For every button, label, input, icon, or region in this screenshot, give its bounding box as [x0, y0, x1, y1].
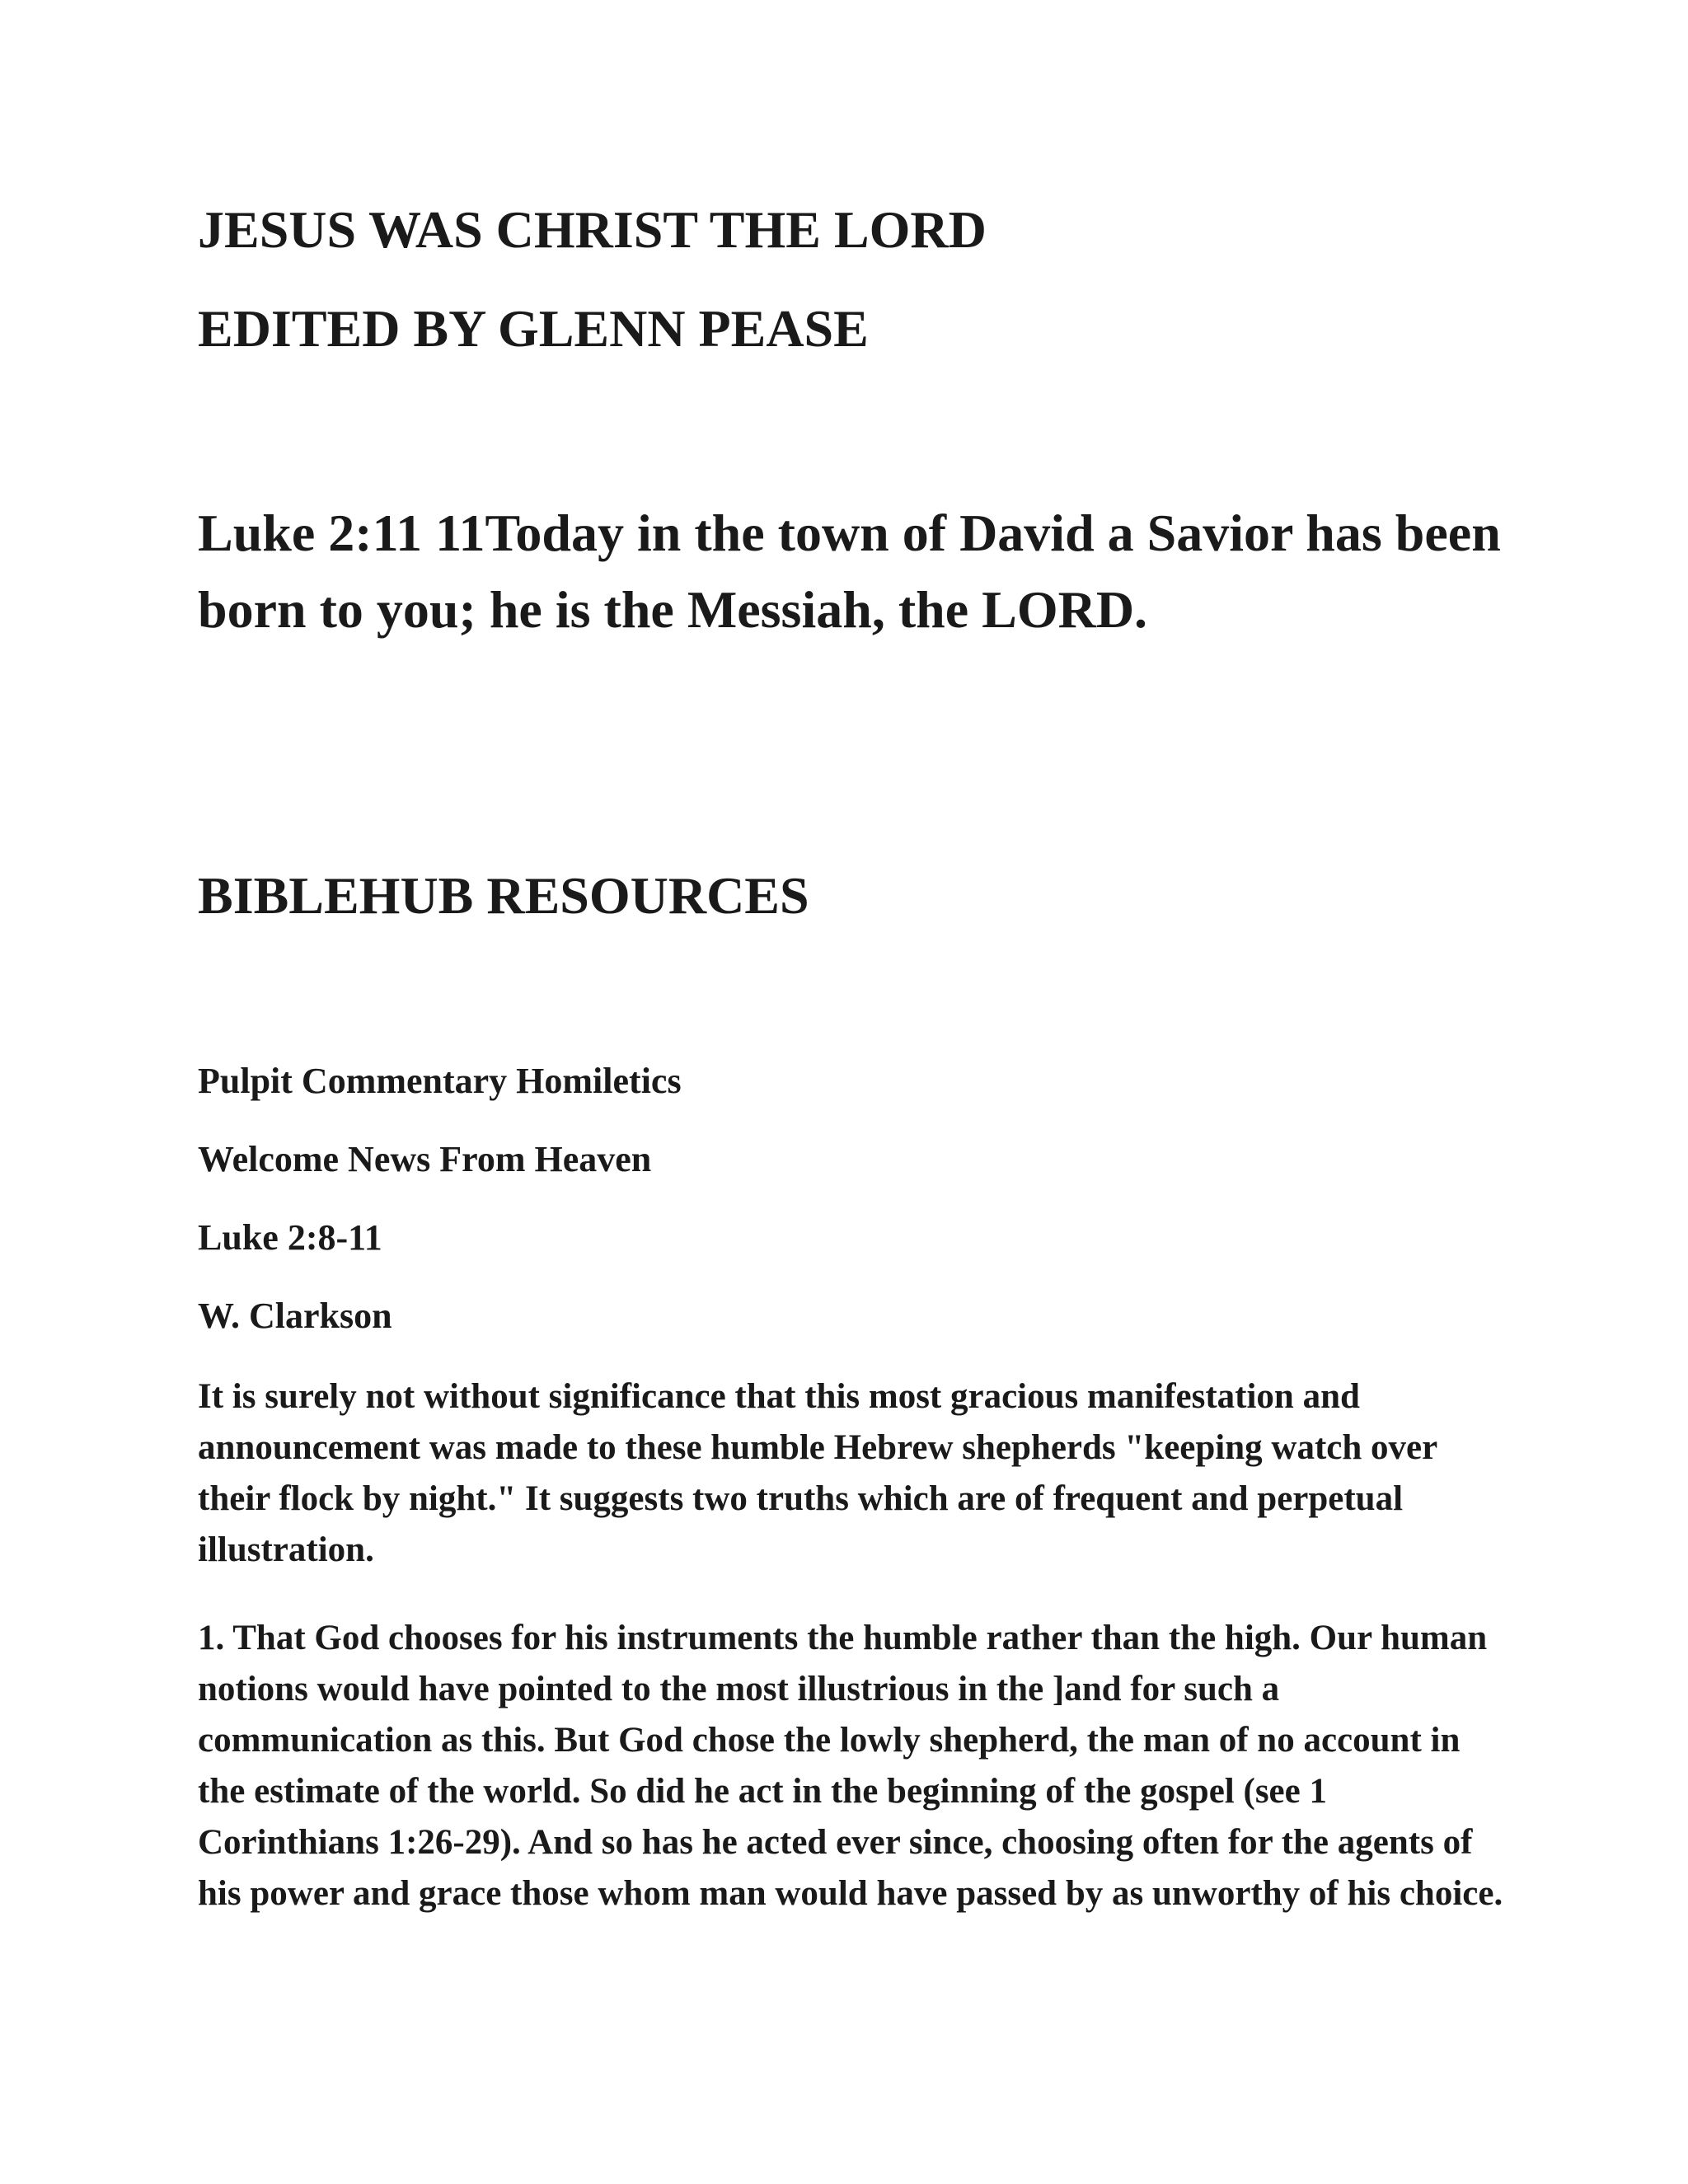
document-editor: EDITED BY GLENN PEASE: [198, 299, 869, 358]
commentary-title: Welcome News From Heaven: [198, 1139, 652, 1179]
commentary-reference: Luke 2:8-11: [198, 1217, 382, 1258]
document-page: [198, 0, 1517, 2184]
commentary-author: W. Clarkson: [198, 1296, 392, 1336]
commentary-paragraph: 1. That God chooses for his instruments the humble rather than the high. Our human notions would have pointed to the most illustrious in the ]and for such a communication as this. But God chose the lowly shepherd, the man of no account in the estimate of the world. So did he act in the beginning of the gospel (see 1 Corinthians 1:26-29). And so has he acted ever since, choosing often for the agents of his power and grace those whom man would have passed by as unworthy of his choice.: [198, 1619, 1503, 1913]
section-heading: BIBLEHUB RESOURCES: [198, 866, 809, 925]
document-title: JESUS WAS CHRIST THE LORD: [198, 200, 987, 259]
scripture-verse: Luke 2:11 11Today in the town of David a Savior has been born to you; he is the Messiah, the LORD.: [198, 504, 1501, 639]
commentary-paragraph: It is surely not without significance that this most gracious manifestation and announcement was made to these humble Hebrew shepherds "keeping watch over their flock by night." It suggests two truths which are of frequent and perpetual illustration.: [198, 1377, 1437, 1569]
commentary-source: Pulpit Commentary Homiletics: [198, 1061, 682, 1101]
